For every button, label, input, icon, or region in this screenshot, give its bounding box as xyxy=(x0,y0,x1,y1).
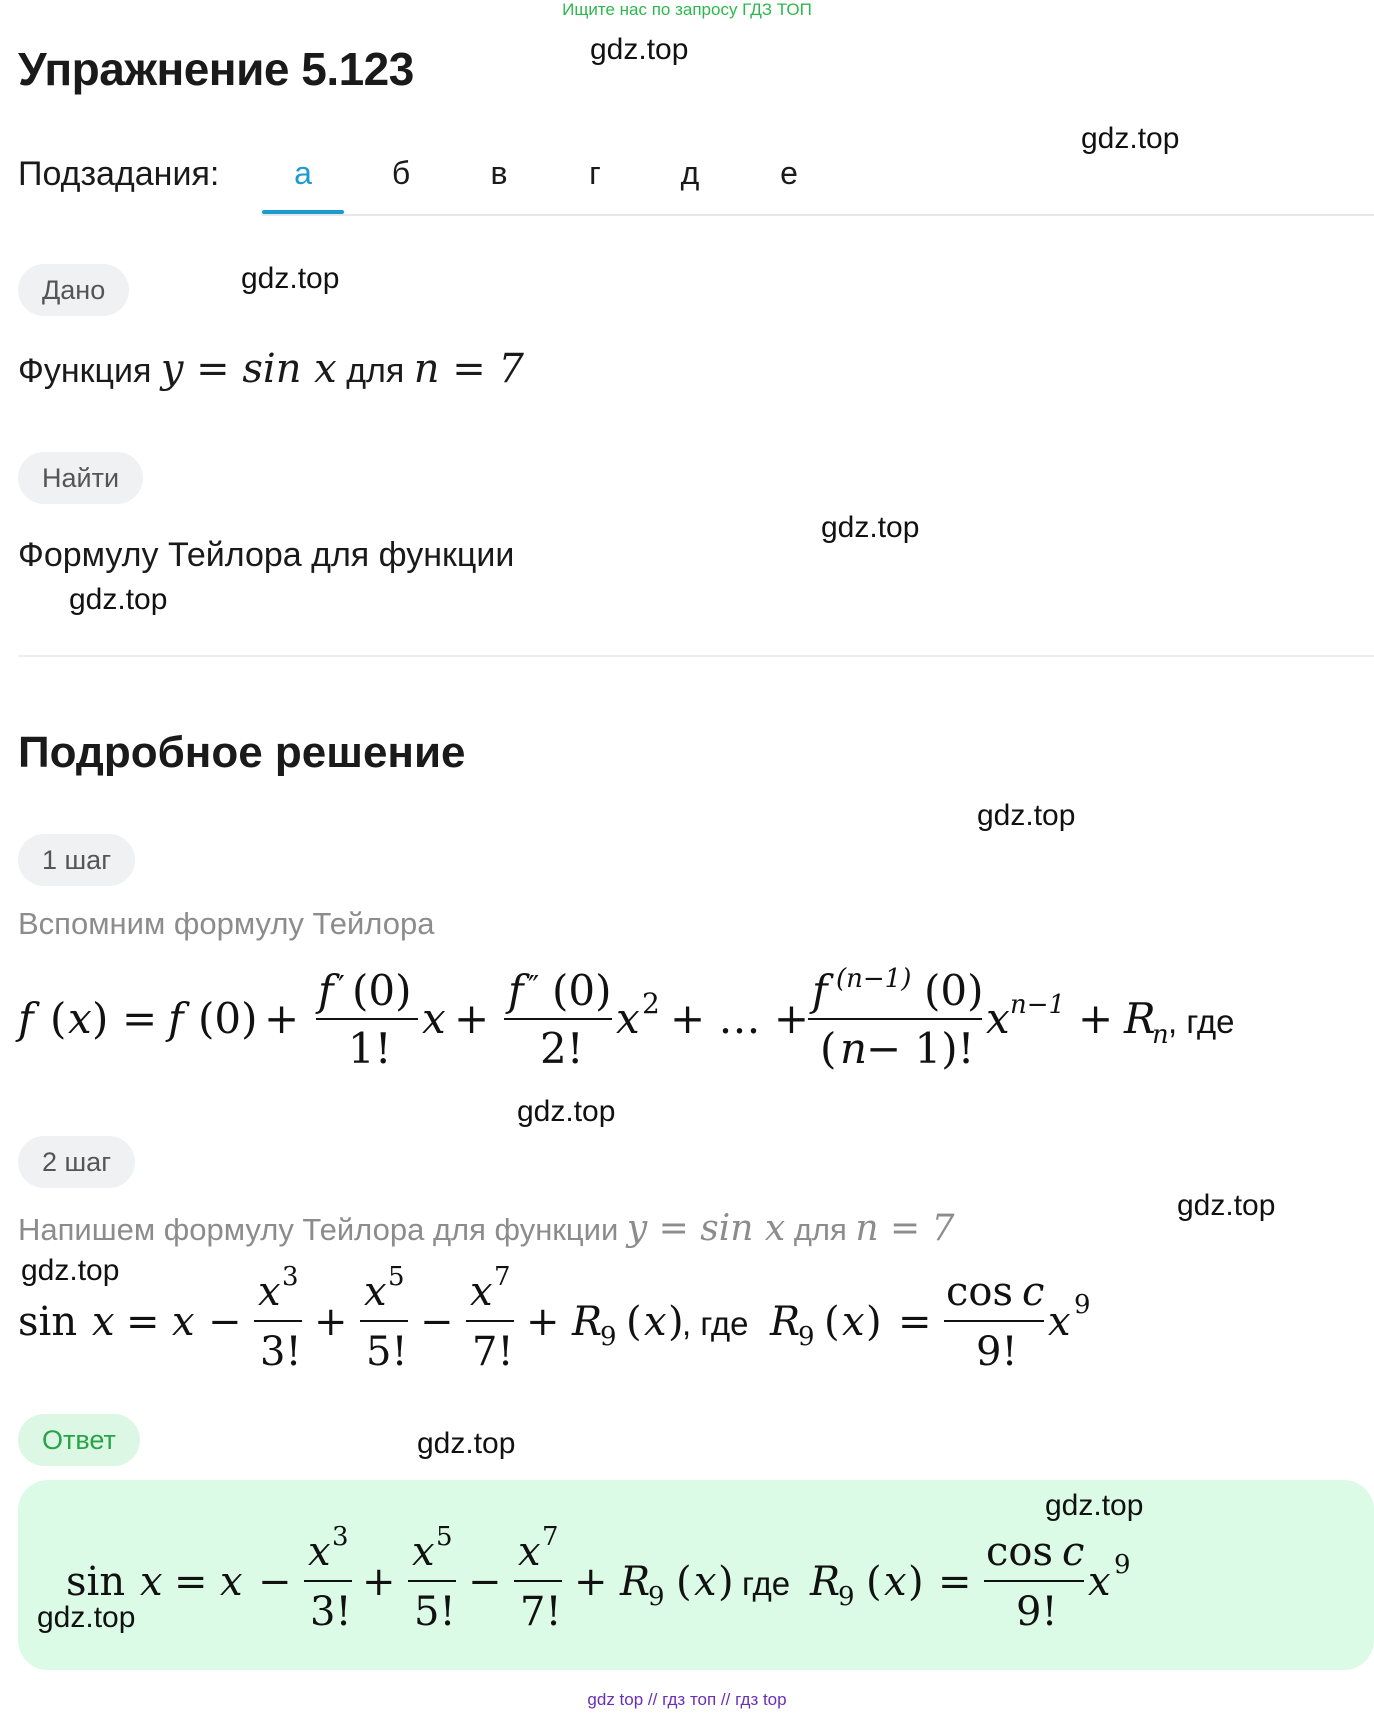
watermark: gdz.top xyxy=(821,511,920,544)
watermark: gdz.top xyxy=(590,33,689,66)
svg-text:(0): (0) xyxy=(352,966,412,1015)
svg-text:(0): (0) xyxy=(552,966,612,1015)
exercise-title: Упражнение 5.123 xyxy=(18,43,414,95)
svg-text:+: + xyxy=(574,1559,608,1605)
svg-text:x: x xyxy=(308,1529,331,1575)
given-n: n = 7 xyxy=(413,346,524,392)
svg-text:f: f xyxy=(18,994,34,1043)
svg-text:−: − xyxy=(468,1559,502,1605)
watermark: gdz.top xyxy=(1081,122,1180,155)
svg-text:R: R xyxy=(572,1299,603,1345)
step-2-n: n = 7 xyxy=(855,1208,955,1249)
svg-text:9: 9 xyxy=(648,1582,665,1612)
answer-formula xyxy=(0,1515,1374,1645)
given-function: y = sin x xyxy=(160,346,337,392)
svg-text:5!: 5! xyxy=(414,1589,456,1635)
svg-text:9!: 9! xyxy=(1016,1589,1058,1635)
svg-text:=: = xyxy=(122,994,158,1043)
svg-text:sin: sin xyxy=(66,1559,126,1605)
given-chip: Дано xyxy=(18,264,129,316)
given-mid: для xyxy=(346,352,405,390)
svg-text:f: f xyxy=(508,966,524,1015)
tabs-divider xyxy=(262,214,1374,216)
step-2-formula-mid: , где xyxy=(682,1305,749,1342)
svg-text:(: ( xyxy=(824,1299,840,1345)
tab-d[interactable]: д xyxy=(680,155,700,191)
svg-text:x: x xyxy=(518,1529,541,1575)
svg-text:x: x xyxy=(258,1269,281,1315)
section-divider xyxy=(18,655,1374,657)
svg-text:7: 7 xyxy=(494,1262,511,1292)
svg-text:x: x xyxy=(140,1559,163,1605)
step-2-formula xyxy=(0,1255,1374,1385)
svg-text:x: x xyxy=(694,1559,717,1605)
svg-text:9: 9 xyxy=(838,1582,855,1612)
svg-text:R: R xyxy=(810,1559,841,1605)
svg-text:x: x xyxy=(1088,1559,1111,1605)
svg-text:n: n xyxy=(840,1024,868,1073)
svg-text:+: + xyxy=(264,994,300,1043)
watermark: gdz.top xyxy=(1177,1189,1276,1222)
watermark: gdz.top xyxy=(977,799,1076,832)
answer-formula-mid: где xyxy=(742,1565,791,1602)
svg-text:x: x xyxy=(68,994,92,1043)
svg-text:7!: 7! xyxy=(520,1589,562,1635)
svg-text:x: x xyxy=(1048,1299,1071,1345)
svg-text:3: 3 xyxy=(332,1522,349,1552)
svg-text:9: 9 xyxy=(1074,1290,1091,1320)
watermark: gdz.top xyxy=(1045,1489,1144,1522)
svg-text:(: ( xyxy=(676,1559,692,1605)
step-2-function: y = sin x xyxy=(626,1208,786,1249)
solution-title: Подробное решение xyxy=(18,728,466,777)
svg-text:): ) xyxy=(718,1559,734,1605)
svg-text:c: c xyxy=(1022,1269,1045,1315)
svg-text:x: x xyxy=(220,1559,243,1605)
svg-text:+: + xyxy=(526,1299,560,1345)
svg-text:sin: sin xyxy=(18,1299,78,1345)
svg-text:+ … +: + … + xyxy=(670,994,810,1043)
svg-text:x: x xyxy=(986,994,1010,1043)
step-2-chip: 2 шаг xyxy=(18,1136,135,1188)
svg-text:x: x xyxy=(364,1269,387,1315)
watermark: gdz.top xyxy=(417,1427,516,1460)
svg-text:−: − xyxy=(208,1299,242,1345)
svg-text:′: ′ xyxy=(338,970,345,1005)
top-banner: Ищите нас по запросу ГДЗ ТОП xyxy=(562,0,812,19)
watermark: gdz.top xyxy=(241,262,340,295)
svg-text:9: 9 xyxy=(1114,1550,1131,1580)
svg-text:x: x xyxy=(92,1299,115,1345)
tab-g[interactable]: г xyxy=(589,155,601,191)
svg-text:cos: cos xyxy=(986,1529,1054,1575)
step-2-text xyxy=(18,1208,955,1249)
svg-text:3: 3 xyxy=(282,1262,299,1292)
svg-text:1!: 1! xyxy=(348,1024,392,1073)
svg-text:cos: cos xyxy=(946,1269,1014,1315)
tab-v[interactable]: в xyxy=(490,155,508,191)
step-1-formula-suffix: , где xyxy=(1168,1003,1235,1040)
svg-text:(: ( xyxy=(820,1024,837,1073)
svg-text:(: ( xyxy=(866,1559,882,1605)
svg-text:3!: 3! xyxy=(310,1589,352,1635)
svg-text:+: + xyxy=(454,994,490,1043)
svg-text:5: 5 xyxy=(436,1522,453,1552)
svg-text:− 1)!: − 1)! xyxy=(866,1024,975,1073)
svg-text:5!: 5! xyxy=(366,1329,408,1375)
svg-text:x: x xyxy=(884,1559,907,1605)
svg-text:−: − xyxy=(258,1559,292,1605)
step-1-chip: 1 шаг xyxy=(18,834,135,886)
svg-text:x: x xyxy=(412,1529,435,1575)
svg-text:7: 7 xyxy=(542,1522,559,1552)
svg-text:3!: 3! xyxy=(260,1329,302,1375)
svg-text:n: n xyxy=(1152,1020,1169,1050)
svg-text:(: ( xyxy=(626,1299,642,1345)
watermark: gdz.top xyxy=(37,1601,136,1634)
svg-text:x: x xyxy=(422,994,446,1043)
tab-b[interactable]: б xyxy=(391,155,411,191)
svg-text:=: = xyxy=(126,1299,160,1345)
svg-text:2: 2 xyxy=(642,987,660,1020)
find-chip: Найти xyxy=(18,452,143,504)
watermark: gdz.top xyxy=(69,583,168,616)
svg-text:5: 5 xyxy=(388,1262,405,1292)
svg-text:9: 9 xyxy=(798,1322,815,1352)
svg-text:=: = xyxy=(938,1559,972,1605)
svg-text:+: + xyxy=(362,1559,396,1605)
svg-text:(0): (0) xyxy=(924,966,984,1015)
footer-links[interactable]: gdz top // гдз топ // гдз top xyxy=(587,1690,787,1709)
given-prefix: Функция xyxy=(18,352,152,390)
step-2-prefix: Напишем формулу Тейлора для функции xyxy=(18,1212,619,1247)
svg-text:9: 9 xyxy=(600,1322,617,1352)
svg-text:9!: 9! xyxy=(976,1329,1018,1375)
svg-text:f: f xyxy=(318,966,334,1015)
step-1-text: Вспомним формулу Тейлора xyxy=(18,906,435,941)
svg-text:+: + xyxy=(1078,994,1114,1043)
svg-text:n−1: n−1 xyxy=(1010,990,1066,1020)
svg-text:c: c xyxy=(1062,1529,1085,1575)
find-text: Формулу Тейлора для функции xyxy=(18,536,515,574)
svg-text:″: ″ xyxy=(528,970,540,1005)
svg-text:f: f xyxy=(812,966,828,1015)
svg-text:−: − xyxy=(420,1299,454,1345)
svg-text:x: x xyxy=(616,994,640,1043)
svg-text:(: ( xyxy=(50,994,67,1043)
svg-text:R: R xyxy=(620,1559,651,1605)
svg-text:): ) xyxy=(908,1559,924,1605)
watermark: gdz.top xyxy=(517,1095,616,1128)
svg-text:=: = xyxy=(174,1559,208,1605)
svg-text:7!: 7! xyxy=(472,1329,514,1375)
svg-text:x: x xyxy=(842,1299,865,1345)
svg-text:x: x xyxy=(470,1269,493,1315)
subtasks-label: Подзадания: xyxy=(18,155,220,193)
svg-text:): ) xyxy=(92,994,109,1043)
given-text xyxy=(18,346,524,392)
svg-text:x: x xyxy=(172,1299,195,1345)
watermark: gdz.top xyxy=(21,1254,120,1287)
svg-text:+: + xyxy=(314,1299,348,1345)
answer-chip: Ответ xyxy=(18,1414,140,1466)
svg-text:(0): (0) xyxy=(198,994,258,1043)
tab-e[interactable]: е xyxy=(780,155,798,191)
svg-text:(n−1): (n−1) xyxy=(836,964,912,994)
svg-text:f: f xyxy=(168,994,184,1043)
svg-text:R: R xyxy=(1124,994,1156,1043)
taylor-formula xyxy=(0,955,1374,1075)
svg-text:): ) xyxy=(668,1299,684,1345)
svg-text:=: = xyxy=(898,1299,932,1345)
svg-text:): ) xyxy=(866,1299,882,1345)
step-2-mid: для xyxy=(793,1212,847,1247)
svg-text:x: x xyxy=(644,1299,667,1345)
svg-text:2!: 2! xyxy=(540,1024,584,1073)
svg-text:R: R xyxy=(770,1299,801,1345)
tab-a[interactable]: а xyxy=(294,155,312,191)
